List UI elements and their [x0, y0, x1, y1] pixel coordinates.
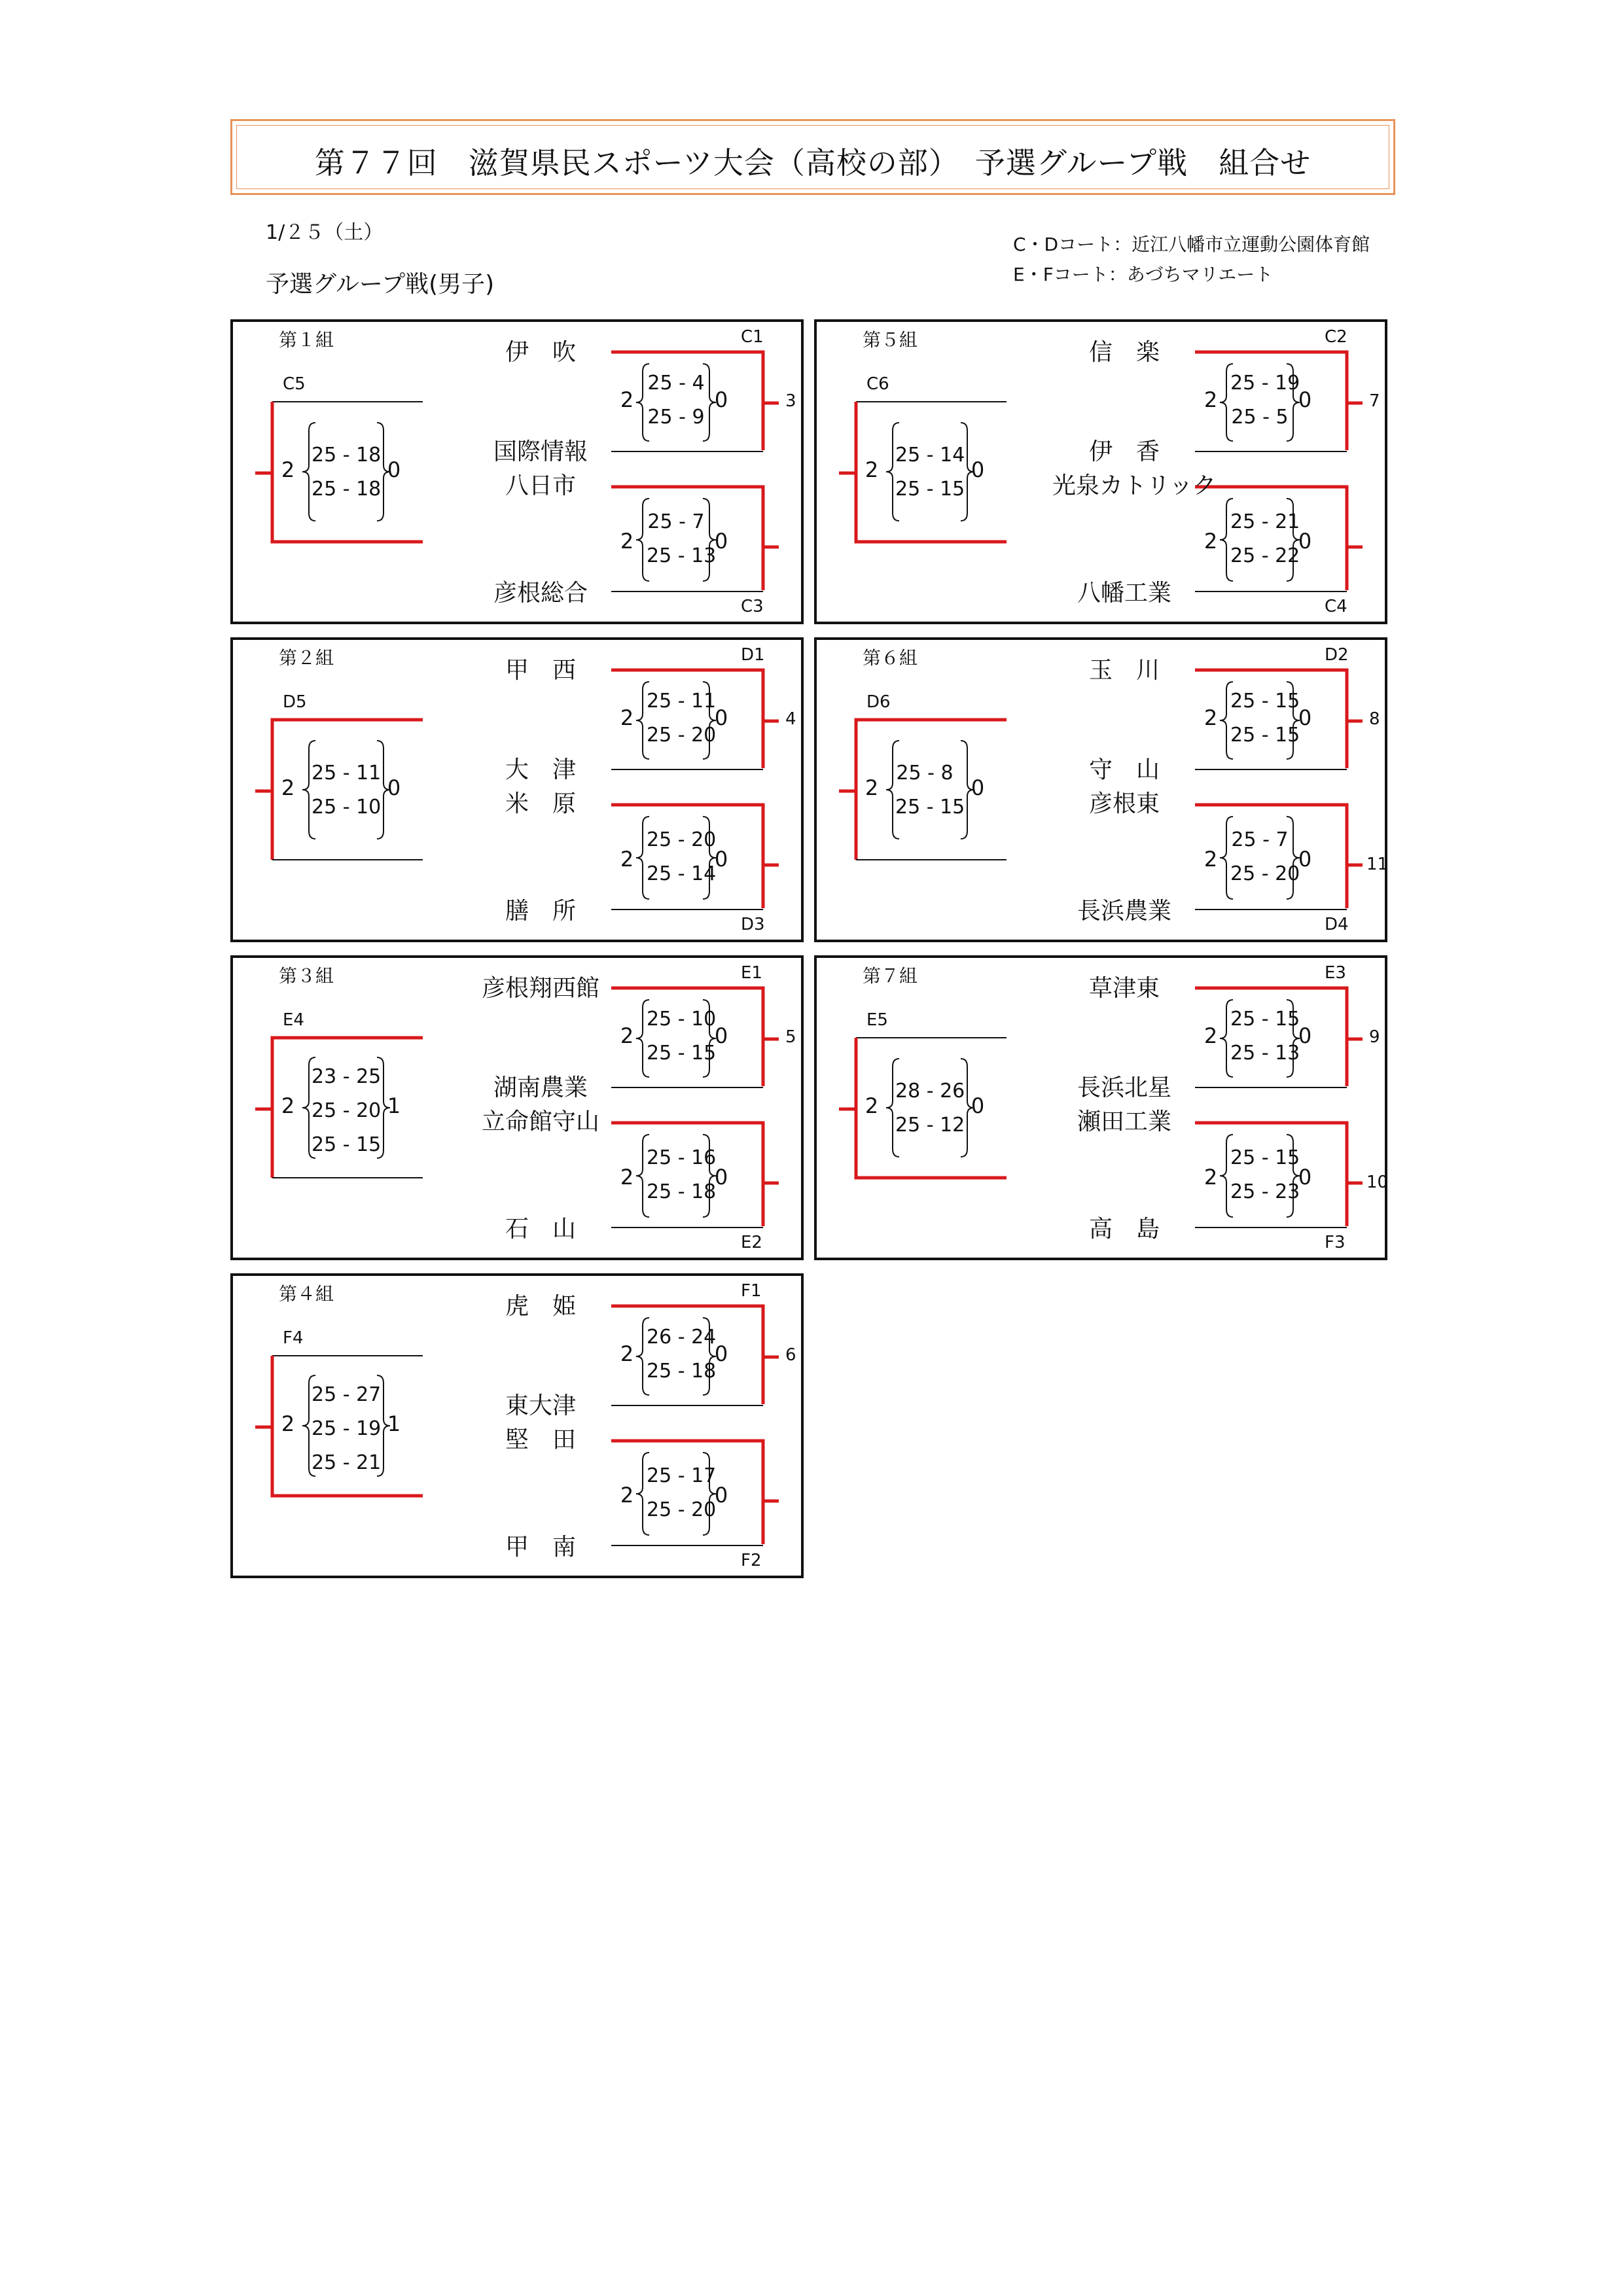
set-score: 25 - 21 — [1230, 510, 1300, 533]
brace-icon — [886, 1059, 899, 1157]
team-name: 伊 吹 — [505, 339, 576, 366]
rank-number: 11 — [1366, 855, 1389, 874]
set-score: 25 - 11 — [647, 690, 717, 713]
team-name: 彦根東 — [1088, 790, 1160, 817]
rank-number: 7 — [1369, 391, 1380, 411]
match-score-right: 0 — [714, 1341, 728, 1366]
group-name: 第７組 — [863, 965, 918, 987]
set-score: 25 - 15 — [1230, 724, 1300, 747]
match-date: 1/２５（土） — [266, 221, 383, 244]
match-score-left: 2 — [620, 705, 634, 730]
set-score: 25 - 15 — [1230, 1146, 1300, 1169]
brace-icon — [886, 423, 899, 521]
rank-number: 3 — [785, 391, 796, 411]
team-name: 虎 姫 — [505, 1293, 576, 1320]
set-score: 25 - 18 — [312, 444, 382, 467]
match-score-left: 2 — [1204, 387, 1218, 412]
match-code: C4 — [1325, 597, 1347, 616]
rank-number: 10 — [1366, 1173, 1389, 1192]
match-code: E3 — [1325, 963, 1346, 983]
match-code: E4 — [283, 1010, 304, 1030]
group-name: 第１組 — [279, 329, 334, 351]
match-score-right: 0 — [714, 1483, 728, 1508]
set-score: 25 - 12 — [895, 1114, 965, 1137]
team-name: 長浜北星 — [1077, 1074, 1171, 1101]
set-score: 25 - 7 — [647, 510, 705, 533]
set-score: 25 - 15 — [312, 1133, 382, 1156]
match-code: C6 — [866, 374, 889, 394]
group-name: 第３組 — [279, 965, 334, 987]
match-score-left: 2 — [620, 847, 634, 872]
match-score-left: 2 — [620, 387, 634, 412]
set-score: 25 - 11 — [312, 762, 382, 785]
team-name: 国際情報 — [493, 438, 588, 465]
match-code: F1 — [741, 1281, 762, 1301]
team-name: 東大津 — [505, 1392, 576, 1419]
set-score: 25 - 20 — [647, 828, 717, 851]
set-score: 25 - 14 — [647, 862, 717, 885]
team-name: 膳 所 — [505, 898, 576, 925]
team-name: 伊 香 — [1088, 438, 1160, 465]
match-score-left: 2 — [281, 775, 295, 800]
team-name: 守 山 — [1088, 756, 1160, 783]
match-score-left: 2 — [865, 775, 879, 800]
match-score-left: 2 — [281, 1093, 295, 1118]
brace-icon — [302, 741, 315, 839]
match-score-left: 2 — [620, 1023, 634, 1048]
match-score-left: 2 — [1204, 847, 1218, 872]
set-score: 25 - 15 — [895, 478, 965, 501]
venue-cd: C・Dコート：近江八幡市立運動公園体育館 — [1013, 234, 1370, 255]
set-score: 25 - 8 — [896, 762, 954, 785]
team-name: 瀬田工業 — [1077, 1108, 1171, 1135]
match-score-right: 0 — [714, 529, 728, 554]
match-score-right: 0 — [387, 775, 401, 800]
group-name: 第５組 — [863, 329, 918, 351]
set-score: 25 - 18 — [312, 478, 382, 501]
match-score-left: 2 — [620, 1483, 634, 1508]
match-score-right: 0 — [714, 387, 728, 412]
page-title: 第７７回 滋賀県民スポーツ大会（高校の部） 予選グループ戦 組合せ — [314, 145, 1311, 181]
match-score-right: 0 — [1298, 705, 1312, 730]
match-score-right: 0 — [971, 457, 985, 482]
match-code: F2 — [741, 1551, 762, 1570]
team-name: 光泉カトリック — [1052, 472, 1217, 499]
match-score-right: 1 — [387, 1411, 401, 1436]
team-name: 高 島 — [1088, 1216, 1160, 1243]
match-code: C1 — [741, 327, 764, 347]
rank-number: 4 — [785, 709, 796, 729]
team-name: 石 山 — [505, 1216, 576, 1243]
match-code: E1 — [741, 963, 762, 983]
group-name: 第２組 — [279, 647, 334, 669]
match-code: E2 — [741, 1233, 762, 1252]
match-score-right: 0 — [387, 457, 401, 482]
team-name: 長浜農業 — [1077, 898, 1171, 925]
match-code: D5 — [283, 692, 307, 712]
match-score-left: 2 — [620, 529, 634, 554]
match-score-left: 2 — [865, 457, 879, 482]
brace-icon — [886, 741, 899, 839]
match-score-left: 2 — [281, 457, 295, 482]
title-box — [230, 119, 1395, 195]
match-score-right: 0 — [971, 775, 985, 800]
set-score: 25 - 21 — [312, 1451, 382, 1474]
set-score: 25 - 19 — [1230, 372, 1300, 395]
set-score: 25 - 15 — [895, 796, 965, 819]
team-name: 甲 南 — [505, 1534, 576, 1561]
match-code: F3 — [1325, 1233, 1346, 1252]
match-score-right: 1 — [387, 1093, 401, 1118]
match-score-right: 0 — [971, 1093, 985, 1118]
set-score: 25 - 27 — [312, 1383, 382, 1406]
match-code: D3 — [741, 915, 765, 934]
match-score-left: 2 — [620, 1165, 634, 1190]
team-name: 信 楽 — [1088, 339, 1160, 366]
set-score: 25 - 10 — [647, 1008, 717, 1031]
match-code: C2 — [1325, 327, 1347, 347]
rank-number: 8 — [1369, 709, 1380, 729]
set-score: 25 - 7 — [1231, 828, 1289, 851]
match-score-right: 0 — [714, 705, 728, 730]
match-score-left: 2 — [1204, 705, 1218, 730]
match-code: E5 — [866, 1010, 888, 1030]
match-code: D2 — [1325, 645, 1349, 665]
match-score-left: 2 — [281, 1411, 295, 1436]
group-box — [230, 1273, 804, 1578]
set-score: 25 - 20 — [647, 724, 717, 747]
set-score: 25 - 20 — [1230, 862, 1300, 885]
set-score: 25 - 22 — [1230, 544, 1300, 567]
match-score-right: 0 — [1298, 387, 1312, 412]
set-score: 25 - 15 — [1230, 1008, 1300, 1031]
team-name: 甲 西 — [505, 657, 576, 684]
team-name: 堅 田 — [505, 1426, 576, 1453]
team-name: 大 津 — [505, 756, 576, 783]
set-score: 25 - 14 — [895, 444, 965, 467]
group-box — [814, 319, 1387, 624]
set-score: 23 - 25 — [312, 1065, 382, 1088]
group-box — [814, 637, 1387, 942]
set-score: 25 - 20 — [312, 1099, 382, 1122]
section-heading: 予選グループ戦(男子) — [266, 271, 495, 298]
set-score: 25 - 13 — [1230, 1042, 1300, 1065]
rank-number: 5 — [785, 1027, 796, 1047]
set-score: 25 - 23 — [1230, 1180, 1300, 1203]
match-code: C3 — [741, 597, 764, 616]
match-score-right: 0 — [1298, 1165, 1312, 1190]
set-score: 25 - 18 — [647, 1360, 717, 1383]
group-box — [814, 955, 1387, 1260]
set-score: 28 - 26 — [895, 1080, 965, 1103]
set-score: 25 - 16 — [647, 1146, 717, 1169]
match-score-left: 2 — [865, 1093, 879, 1118]
match-score-right: 0 — [714, 1165, 728, 1190]
set-score: 25 - 10 — [312, 796, 382, 819]
set-score: 25 - 9 — [647, 406, 705, 429]
match-score-right: 0 — [1298, 1023, 1312, 1048]
match-score-left: 2 — [1204, 529, 1218, 554]
match-score-right: 0 — [1298, 847, 1312, 872]
match-code: F4 — [283, 1328, 304, 1348]
match-score-right: 0 — [714, 1023, 728, 1048]
set-score: 25 - 13 — [647, 544, 717, 567]
set-score: 25 - 20 — [647, 1498, 717, 1521]
set-score: 25 - 19 — [312, 1417, 382, 1440]
group-box — [230, 637, 804, 942]
match-code: D6 — [866, 692, 891, 712]
team-name: 彦根翔西館 — [481, 975, 599, 1002]
team-name: 立命館守山 — [481, 1108, 599, 1135]
set-score: 25 - 15 — [1230, 690, 1300, 713]
match-code: D1 — [741, 645, 765, 665]
set-score: 25 - 4 — [647, 372, 705, 395]
rank-number: 6 — [785, 1345, 796, 1365]
rank-number: 9 — [1369, 1027, 1380, 1047]
set-score: 26 - 24 — [647, 1326, 717, 1349]
group-name: 第４組 — [279, 1283, 334, 1305]
set-score: 25 - 5 — [1231, 406, 1289, 429]
match-score-left: 2 — [1204, 1023, 1218, 1048]
team-name: 彦根総合 — [493, 580, 588, 607]
match-score-right: 0 — [1298, 529, 1312, 554]
brace-icon — [302, 423, 315, 521]
set-score: 25 - 18 — [647, 1180, 717, 1203]
match-score-left: 2 — [620, 1341, 634, 1366]
group-box — [230, 955, 804, 1260]
match-code: C5 — [283, 374, 306, 394]
group-box — [230, 319, 804, 624]
team-name: 八日市 — [505, 472, 576, 499]
team-name: 草津東 — [1088, 975, 1160, 1002]
match-score-left: 2 — [1204, 1165, 1218, 1190]
team-name: 玉 川 — [1088, 657, 1160, 684]
match-score-right: 0 — [714, 847, 728, 872]
team-name: 湖南農業 — [493, 1074, 588, 1101]
team-name: 米 原 — [505, 790, 576, 817]
set-score: 25 - 15 — [647, 1042, 717, 1065]
team-name: 八幡工業 — [1077, 580, 1171, 607]
set-score: 25 - 17 — [647, 1464, 717, 1487]
match-code: D4 — [1325, 915, 1349, 934]
venue-ef: E・Fコート：あづちマリエート — [1013, 264, 1274, 285]
group-name: 第６組 — [863, 647, 918, 669]
